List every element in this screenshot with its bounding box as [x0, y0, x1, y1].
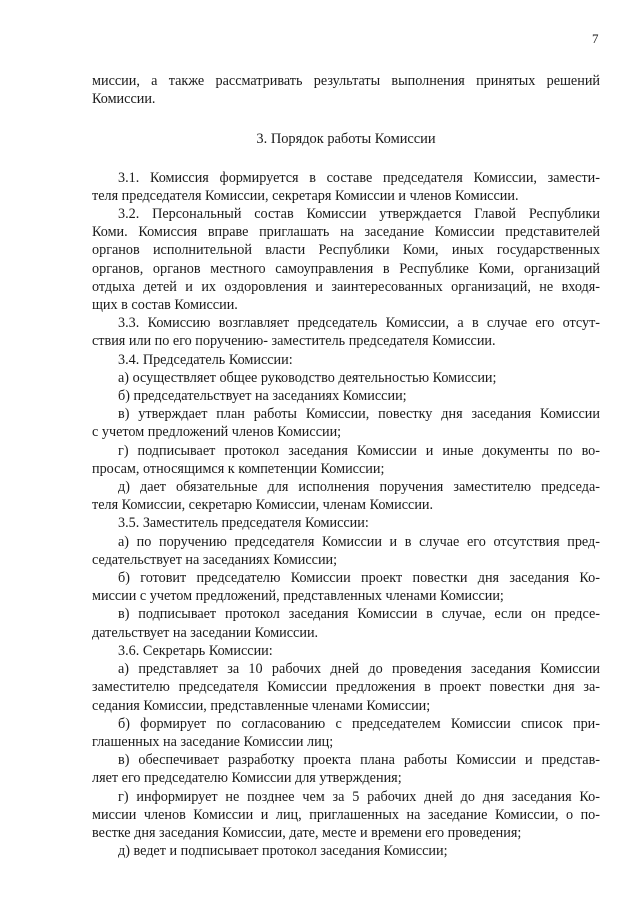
text-line: теля Комиссии, секретарю Комиссии, членам Комиссии.	[92, 497, 434, 514]
text-line: а) по поручению председателя Комиссии и в случае его отсутствия пред-	[118, 533, 600, 550]
section-heading: 3. Порядок работы Комиссии	[256, 131, 436, 148]
text-line: теля председателя Комиссии, секретаря Комиссии и членов Комиссии.	[92, 187, 519, 204]
text-line: Коми. Комиссия вправе приглашать на заседание Комиссии представителей	[92, 224, 600, 241]
paragraph	[92, 788, 600, 843]
text-line: а) представляет за 10 рабочих дней до проведения заседания Комиссии	[118, 661, 600, 678]
paragraph	[92, 569, 600, 605]
paragraph	[92, 369, 600, 387]
text-line: б) председательствует на заседаниях Комиссии;	[118, 388, 407, 405]
text-line: миссии с учетом предложений, представленных членами Комиссии;	[92, 588, 504, 605]
text-line: щих в состав Комиссии.	[92, 297, 238, 314]
paragraph	[92, 751, 600, 787]
paragraph-list	[92, 169, 600, 861]
text-line: 3.4. Председатель Комиссии:	[118, 351, 293, 368]
text-line: миссии, а также рассматривать результаты выполнения принятых решений	[92, 73, 600, 89]
text-line: ляет его председателю Комиссии для утверждения;	[92, 770, 402, 787]
paragraph	[92, 514, 600, 532]
text-line: 3.1. Комиссия формируется в составе председателя Комиссии, замести-	[118, 169, 600, 186]
paragraph	[92, 387, 600, 405]
text-line: органов, органов местного самоуправления в Республике Коми, организаций	[92, 260, 600, 277]
text-line: б) формирует по согласованию с председателем Комиссии список при-	[118, 715, 600, 732]
text-line: миссии членов Комиссии и лиц, приглашенных на заседание Комиссии, о по-	[92, 806, 600, 823]
document-body	[92, 72, 600, 860]
text-line: седательствует на заседаниях Комиссии;	[92, 551, 338, 568]
continuation-paragraph	[92, 72, 600, 108]
text-line: б) готовит председателю Комиссии проект повестки дня заседания Ко-	[118, 570, 600, 587]
text-line: с учетом предложений членов Комиссии;	[92, 424, 342, 441]
paragraph	[92, 605, 600, 641]
paragraph	[92, 715, 600, 751]
text-line: г) информирует не позднее чем за 5 рабочих дней до дня заседания Ко-	[118, 788, 600, 805]
text-line: ствия или по его поручению- заместитель председателя Комиссии.	[92, 333, 496, 350]
text-line: глашенных на заседание Комиссии лиц;	[92, 733, 334, 750]
paragraph	[92, 642, 600, 660]
text-line: дательствует на заседании Комиссии.	[92, 624, 319, 641]
text-line: д) дает обязательные для исполнения поручения заместителю председа-	[118, 479, 600, 496]
text-line: 3.3. Комиссию возглавляет председатель Комиссии, а в случае его отсут-	[118, 315, 600, 332]
text-line: отдыха детей и их оздоровления и заинтересованных организаций, не входя-	[92, 278, 600, 295]
paragraph	[92, 442, 600, 478]
text-line: просам, относящимся к компетенции Комиссии;	[92, 460, 385, 477]
text-line: 3.6. Секретарь Комиссии:	[118, 642, 273, 659]
text-line: 3.2. Персональный состав Комиссии утверждается Главой Республики	[118, 206, 600, 223]
paragraph	[92, 314, 600, 350]
paragraph	[92, 478, 600, 514]
text-line: органов исполнительной власти Республики Коми, иных государственных	[92, 242, 600, 259]
paragraph	[92, 660, 600, 715]
text-line: 3.5. Заместитель председателя Комиссии:	[118, 515, 369, 532]
page-number: 7	[592, 31, 599, 46]
paragraph	[92, 351, 600, 369]
text-line: Комиссии.	[92, 91, 156, 108]
text-line: вестке дня заседания Комиссии, дате, месте и времени его проведения;	[92, 824, 522, 841]
paragraph	[92, 169, 600, 205]
text-line: г) подписывает протокол заседания Комиссии и иные документы по во-	[118, 442, 600, 459]
text-line: в) утверждает план работы Комиссии, повестку дня заседания Комиссии	[118, 406, 600, 423]
paragraph	[92, 405, 600, 441]
paragraph	[92, 533, 600, 569]
text-line: в) обеспечивает разработку проекта плана работы Комиссии и представ-	[118, 752, 600, 769]
text-line: в) подписывает протокол заседания Комиссии в случае, если он предсе-	[118, 606, 600, 623]
text-line: д) ведет и подписывает протокол заседания Комиссии;	[118, 843, 448, 860]
text-line: седания Комиссии, представленные членами Комиссии;	[92, 697, 431, 714]
paragraph	[92, 205, 600, 314]
text-line: а) осуществляет общее руководство деятельностью Комиссии;	[118, 369, 497, 386]
text-line: заместителю председателя Комиссии предложения в проект повестки дня за-	[92, 679, 600, 696]
paragraph	[92, 842, 600, 860]
